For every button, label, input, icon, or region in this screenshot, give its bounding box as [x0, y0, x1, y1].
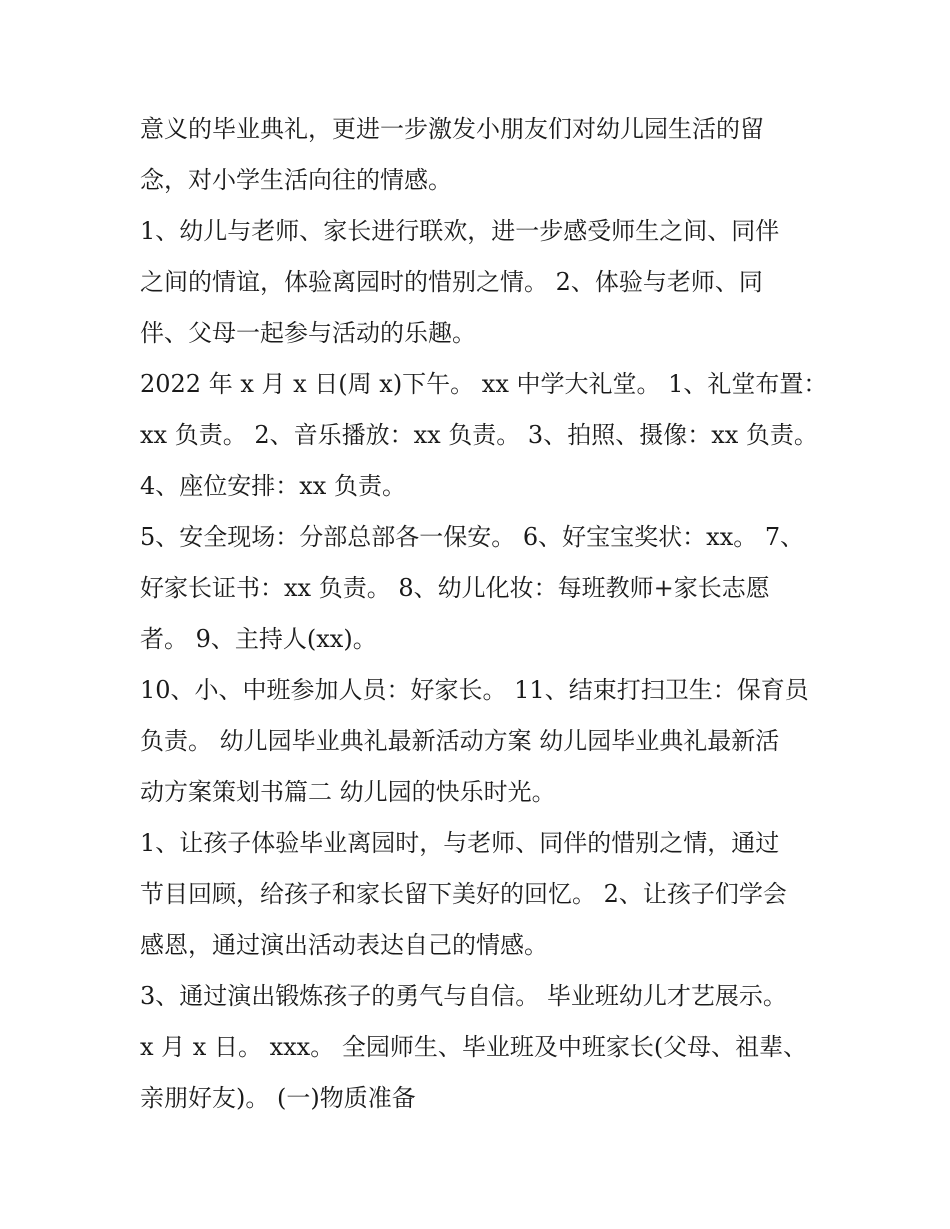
text-line: 1、让孩子体验毕业离园时，与老师、同伴的惜别之情，通过: [140, 829, 780, 857]
text-line: 伴、父母一起参与活动的乐趣。: [140, 319, 476, 347]
text-line: 负责。 幼儿园毕业典礼最新活动方案 幼儿园毕业典礼最新活: [140, 727, 780, 755]
text-line: 者。 9、主持人(xx)。: [140, 625, 377, 653]
text-line: 5、安全现场：分部总部各一保安。 6、好宝宝奖状：xx。 7、: [140, 523, 805, 551]
text-line: 好家长证书：xx 负责。 8、幼儿化妆：每班教师+家长志愿: [140, 574, 770, 602]
text-line: 念，对小学生活向往的情感。: [140, 166, 452, 194]
text-line: 10、小、中班参加人员：好家长。 11、结束打扫卫生：保育员: [140, 676, 809, 704]
text-line: 感恩，通过演出活动表达自己的情感。: [140, 931, 548, 959]
text-line: 之间的情谊，体验离园时的惜别之情。 2、体验与老师、同: [140, 268, 763, 296]
text-line: 1、幼儿与老师、家长进行联欢，进一步感受师生之间、同伴: [140, 217, 780, 245]
text-line: 亲朋好友)。 (一)物质准备: [140, 1084, 416, 1112]
text-line: 3、通过演出锻炼孩子的勇气与自信。 毕业班幼儿才艺展示。: [140, 982, 787, 1010]
document-body: [140, 104, 828, 1124]
text-line: x 月 x 日。 xxx。 全园师生、毕业班及中班家长(父母、祖辈、: [140, 1033, 808, 1061]
text-line: 节目回顾，给孩子和家长留下美好的回忆。 2、让孩子们学会: [140, 880, 787, 908]
text-line: 4、座位安排：xx 负责。: [140, 472, 406, 500]
text-line: 2022 年 x 月 x 日(周 x)下午。 xx 中学大礼堂。 1、礼堂布置：: [140, 370, 828, 398]
text-line: 动方案策划书篇二 幼儿园的快乐时光。: [140, 778, 556, 806]
text-line: 意义的毕业典礼，更进一步激发小朋友们对幼儿园生活的留: [140, 115, 764, 143]
text-line: xx 负责。 2、音乐播放：xx 负责。 3、拍照、摄像：xx 负责。: [140, 421, 818, 449]
